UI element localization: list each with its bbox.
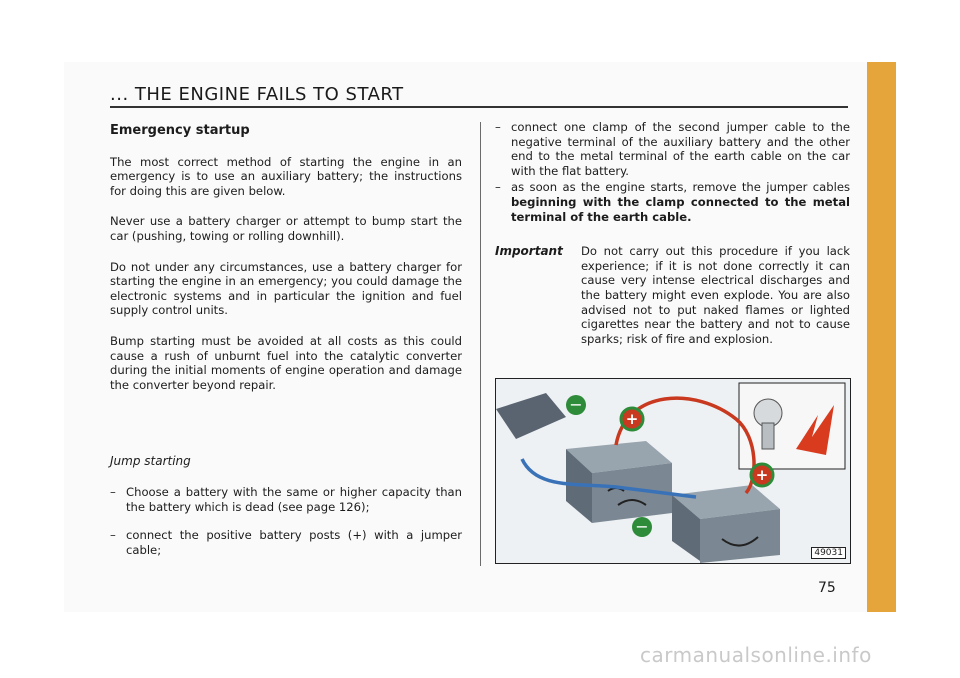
step-list [495,120,850,224]
minus-sign: − [635,517,649,536]
left-column [110,120,462,571]
page-title: ... THE ENGINE FAILS TO START [110,84,404,105]
important-text: Do not carry out this procedure if you lack experience; if it is not done correctly it can cause very intense electrical discharges and the battery might even explode. You are also advised not to put naked flames or lighted cigarettes near the battery and not to cause sparks; risk of fire and explosion. [581,244,850,346]
list-item: – connect one clamp of the second jumper cable to the negative terminal of the auxiliary battery and the other end to the metal terminal of the earth cable on the car with the flat battery. [495,120,850,178]
jump-start-illustration [495,378,851,564]
paragraph: Never use a battery charger or attempt to bump start the car (pushing, towing or rolling downhill). [110,214,462,243]
section-heading: Emergency startup [110,123,250,138]
section-tab [867,62,896,612]
important-label: Important [495,244,563,259]
header-rule [110,106,848,108]
plus-sign: + [755,466,769,484]
subheading: Jump starting [110,454,191,469]
important-note [495,244,850,346]
plus-sign: + [625,410,639,428]
watermark: carmanualsonline.info [640,643,872,667]
paragraph: Do not under any circumstances, use a battery charger for starting the engine in an emergency; you could damage the electronic systems and in particular the ignition and fuel supply control units. [110,259,462,318]
paragraph: The most correct method of starting the engine in an emergency is to use an auxiliary battery; the instructions for doing this are given below. [110,154,462,198]
battery-diagram [496,379,850,563]
page-number: 75 [818,580,836,596]
right-column [495,120,850,346]
list-item: – Choose a battery with the same or higher capacity than the battery which is dead (see page 126); [110,485,462,514]
step-emphasis: beginning with the clamp connected to the metal terminal of the earth cable. [511,194,850,224]
step-text: as soon as the engine starts, remove the jumper cables [511,180,850,195]
list-item: – connect the positive battery posts (+) with a jumper cable; [110,528,462,557]
minus-sign: − [569,395,583,414]
list-item [495,180,850,224]
key-icon [762,423,774,449]
column-divider [480,122,481,566]
paragraph: Bump starting must be avoided at all costs as this could cause a rush of unburnt fuel into the catalytic converter during the initial moments of engine operation and damage the converter beyond repair. [110,333,462,392]
figure-number: 49031 [811,547,846,559]
step-list [110,485,462,557]
